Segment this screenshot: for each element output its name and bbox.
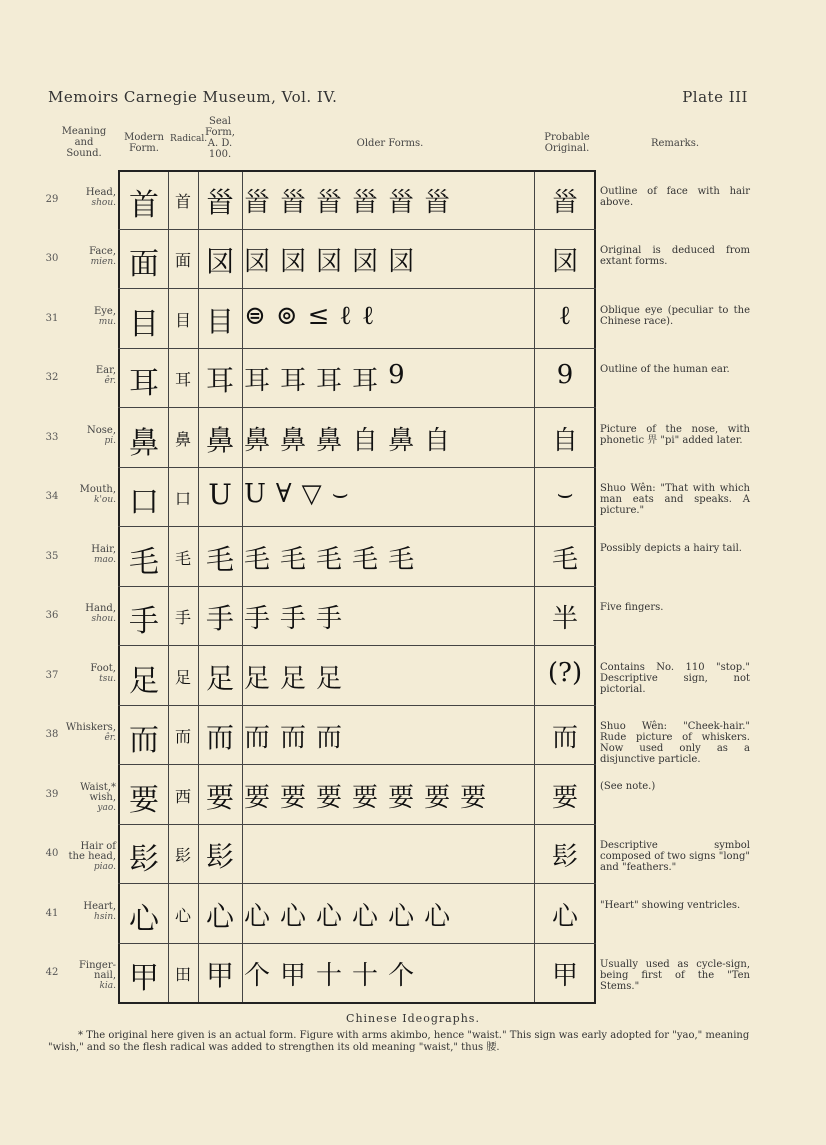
older-form-glyph: 心: [388, 901, 415, 932]
probable-original: 而: [551, 723, 578, 754]
older-form-glyph: 心: [280, 901, 307, 932]
col-modern: Modern Form.: [124, 132, 164, 154]
meaning-sound: [64, 426, 116, 446]
older-form-glyph: 足: [280, 663, 307, 694]
sound: êr.: [104, 733, 116, 744]
older-form-glyph: 手: [316, 604, 343, 635]
row-number: 39: [45, 788, 59, 800]
older-form-glyph: 甲: [280, 961, 307, 992]
sound: k'ou.: [93, 495, 116, 506]
remark: Shuo Wên: "Cheek-hair." Rude picture of whiskers. Now used only as a disjunctive particle.: [600, 721, 750, 766]
modern-form: 毛: [129, 544, 159, 580]
meaning: Head,: [85, 186, 116, 198]
older-form-glyph: 𩠐: [352, 187, 379, 218]
meaning-sound: [64, 902, 116, 922]
col-seal: Seal Form, A. D. 100.: [205, 116, 235, 160]
row-number: 33: [45, 431, 59, 443]
modern-form: 足: [129, 663, 159, 699]
seal-form: 毛: [205, 542, 234, 576]
sound: pi.: [104, 435, 116, 446]
table-row: [0, 170, 826, 230]
meaning: Mouth,: [79, 484, 116, 496]
older-form-glyph: 手: [280, 604, 307, 635]
older-form-glyph: 个: [388, 961, 415, 992]
meaning: Heart,: [83, 900, 116, 912]
older-form-glyph: 心: [244, 901, 271, 932]
older-form-glyph: 𩠐: [316, 187, 343, 218]
table-row: [0, 587, 826, 647]
older-form-glyph: 毛: [244, 544, 271, 575]
older-form-glyph: ⊚: [275, 300, 298, 331]
older-forms: [244, 717, 532, 754]
older-form-glyph: 耳: [352, 366, 379, 397]
meaning-sound: [64, 783, 116, 813]
seal-form: 而: [205, 721, 234, 755]
seal-form: 甲: [205, 959, 234, 993]
plate-number: Plate III: [682, 88, 748, 106]
older-form-glyph: ▽: [301, 479, 322, 510]
older-form-glyph: 毛: [280, 544, 307, 575]
older-form-glyph: ∀: [275, 479, 292, 510]
header-title: Memoirs Carnegie Museum, Vol. IV.: [48, 88, 338, 106]
col-original: Probable Original.: [544, 132, 590, 154]
radical: 足: [174, 667, 191, 687]
row-number: 35: [45, 550, 59, 562]
table-row: [0, 706, 826, 766]
older-form-glyph: 心: [352, 901, 379, 932]
meaning-sound: [64, 723, 116, 743]
older-forms: [244, 598, 532, 635]
seal-form: 目: [205, 304, 234, 338]
remark: Shuo Wên: "That with which man eats and speaks. A picture.": [600, 483, 750, 517]
older-forms: [244, 479, 532, 510]
sound: shou.: [91, 614, 116, 625]
older-form-glyph: ⌣: [331, 479, 349, 510]
older-form-glyph: 𩠐: [280, 187, 307, 218]
table-row: [0, 349, 826, 409]
older-form-glyph: 要: [244, 782, 271, 813]
sound: piao.: [93, 862, 116, 873]
table-row: [0, 884, 826, 944]
remark: Outline of the human ear.: [600, 364, 730, 376]
older-forms: [244, 955, 532, 992]
row-number: 30: [45, 253, 59, 265]
older-form-glyph: ≤: [307, 300, 330, 331]
older-forms: [244, 182, 532, 219]
probable-original: 毛: [551, 544, 578, 575]
older-form-glyph: 9: [388, 360, 405, 391]
probable-original: (?): [547, 657, 583, 688]
older-form-glyph: 要: [388, 782, 415, 813]
older-form-glyph: 足: [316, 663, 343, 694]
seal-form: 髟: [205, 840, 234, 874]
older-form-glyph: 耳: [244, 366, 271, 397]
modern-form: 口: [129, 485, 159, 521]
column-headers: [0, 116, 826, 166]
table-row: [0, 230, 826, 290]
older-form-glyph: ℓ: [361, 300, 375, 331]
older-forms: [244, 777, 532, 814]
older-form-glyph: 要: [352, 782, 379, 813]
radical: 手: [174, 608, 191, 628]
remark: Picture of the nose, with phonetic 畀 "pi" added later.: [600, 423, 750, 446]
probable-original: 心: [551, 901, 578, 932]
modern-form: 而: [129, 723, 159, 759]
older-form-glyph: 𩠐: [388, 187, 415, 218]
older-form-glyph: 要: [280, 782, 307, 813]
probable-original: ⌣: [556, 479, 574, 510]
radical: 而: [174, 727, 191, 747]
table-row: [0, 765, 826, 825]
probable-original: 9: [556, 360, 574, 391]
modern-form: 甲: [129, 961, 159, 997]
radical: 西: [174, 786, 191, 806]
radical: 髟: [174, 846, 191, 866]
col-radical: Radical.: [170, 134, 208, 144]
older-form-glyph: 而: [280, 723, 307, 754]
older-form-glyph: 耳: [280, 366, 307, 397]
meaning: Whiskers,: [65, 722, 116, 734]
older-form-glyph: 而: [316, 723, 343, 754]
older-form-glyph: 毛: [352, 544, 379, 575]
remark: (See note.): [600, 780, 656, 792]
radical: 心: [174, 905, 191, 925]
older-form-glyph: 要: [460, 782, 487, 813]
meaning-sound: [64, 545, 116, 565]
probable-original: 髟: [551, 842, 578, 873]
older-form-glyph: 而: [244, 723, 271, 754]
older-form-glyph: ⊜: [244, 300, 266, 331]
remark: Outline of face with hair above.: [600, 185, 750, 208]
remark: Five fingers.: [600, 602, 664, 614]
plate-caption: Chinese Ideographs.: [346, 1012, 480, 1025]
older-form-glyph: 鼻: [316, 425, 343, 456]
meaning: Finger-nail,: [78, 960, 116, 982]
older-form-glyph: 自: [424, 425, 451, 456]
older-form-glyph: 𩠐: [424, 187, 451, 218]
col-remarks: Remarks.: [650, 138, 700, 149]
radical: 首: [174, 191, 191, 211]
older-forms: [244, 539, 532, 576]
table-row: [0, 468, 826, 528]
seal-form: U: [208, 478, 232, 512]
older-form-glyph: 毛: [316, 544, 343, 575]
modern-form: 耳: [129, 366, 159, 402]
table-row: [0, 825, 826, 885]
remark: Original is deduced from extant forms.: [600, 245, 750, 268]
radical: 耳: [174, 370, 191, 390]
modern-form: 目: [129, 306, 159, 342]
older-form-glyph: 心: [424, 901, 451, 932]
meaning-sound: [64, 485, 116, 505]
row-number: 31: [45, 312, 59, 324]
older-forms: [244, 896, 532, 933]
seal-form: 足: [205, 661, 234, 695]
older-forms: [244, 241, 532, 278]
older-form-glyph: ℓ: [339, 300, 352, 331]
meaning: Nose,: [87, 424, 116, 436]
seal-form: 㘝: [205, 245, 234, 279]
probable-original: 㘝: [551, 247, 578, 278]
modern-form: 首: [129, 187, 159, 223]
radical: 口: [174, 489, 191, 509]
modern-form: 手: [129, 604, 159, 640]
seal-form: 鼻: [205, 423, 234, 457]
seal-form: 心: [205, 899, 234, 933]
meaning-sound: [64, 307, 116, 327]
probable-original: 半: [551, 604, 578, 635]
meaning-sound: [64, 188, 116, 208]
modern-form: 鼻: [129, 425, 159, 461]
older-forms: [244, 420, 532, 457]
older-form-glyph: 鼻: [244, 425, 271, 456]
row-number: 36: [45, 610, 59, 622]
row-number: 29: [45, 193, 59, 205]
remark: Oblique eye (peculiar to the Chinese race).: [600, 304, 750, 327]
probable-original: 甲: [551, 961, 578, 992]
meaning-sound: [64, 366, 116, 386]
probable-original: ℓ: [558, 300, 572, 331]
older-form-glyph: 要: [424, 782, 451, 813]
meaning: Hair of the head,: [68, 841, 116, 863]
meaning: Hair,: [91, 543, 116, 555]
meaning-sound: [64, 961, 116, 991]
seal-form: 耳: [205, 364, 234, 398]
older-form-glyph: 十: [316, 961, 343, 992]
modern-form: 髟: [129, 842, 159, 878]
meaning: Ear,: [95, 365, 116, 377]
radical: 面: [174, 251, 191, 271]
older-form-glyph: 㘝: [352, 247, 379, 278]
older-form-glyph: 心: [316, 901, 343, 932]
probable-original: 要: [551, 782, 578, 813]
row-number: 34: [45, 491, 59, 503]
meaning-sound: [64, 842, 116, 872]
older-forms: [244, 360, 532, 397]
row-number: 42: [45, 967, 59, 979]
older-form-glyph: 十: [352, 961, 379, 992]
radical: 田: [174, 965, 191, 985]
older-form-glyph: 个: [244, 961, 271, 992]
seal-form: 手: [205, 602, 234, 636]
row-number: 37: [45, 669, 59, 681]
modern-form: 面: [129, 247, 159, 283]
remark: Possibly depicts a hairy tail.: [600, 542, 742, 554]
older-form-glyph: 耳: [316, 366, 343, 397]
meaning: Hand,: [85, 603, 116, 615]
remark: "Heart" showing ventricles.: [600, 899, 741, 911]
modern-form: 心: [129, 901, 159, 937]
meaning-sound: [64, 604, 116, 624]
table-row: [0, 408, 826, 468]
table-row: [0, 289, 826, 349]
sound: êr.: [104, 376, 116, 387]
sound: kia.: [99, 981, 116, 992]
table-row: [0, 527, 826, 587]
meaning: Face,: [89, 246, 116, 258]
footnote: * The original here given is an actual form. Figure with arms akimbo, hence "waist." This sign was early adopted for "yao," meaning "wish," and so the flesh radical was added to strengthen its old meaning "waist," thus 腰.: [48, 1030, 750, 1053]
remark: Contains No. 110 "stop." Descriptive sign, not pictorial.: [600, 661, 750, 695]
sound: shou.: [91, 197, 116, 208]
radical: 目: [174, 310, 191, 330]
modern-form: 要: [129, 782, 159, 818]
table-row: [0, 646, 826, 706]
older-form-glyph: 㘝: [388, 247, 415, 278]
probable-original: 自: [551, 425, 578, 456]
older-form-glyph: 𩠐: [244, 187, 271, 218]
older-form-glyph: 手: [244, 604, 271, 635]
older-form-glyph: 自: [352, 425, 379, 456]
col-meaning: Meaning and Sound.: [61, 126, 107, 159]
older-form-glyph: 㘝: [244, 247, 271, 278]
table-row: [0, 944, 826, 1004]
meaning: Eye,: [93, 305, 116, 317]
older-form-glyph: 鼻: [388, 425, 415, 456]
sound: yao.: [97, 802, 116, 813]
meaning: Waist,* wish,: [80, 781, 116, 803]
meaning-sound: [64, 247, 116, 267]
older-form-glyph: 毛: [388, 544, 415, 575]
older-form-glyph: 㘝: [316, 247, 343, 278]
row-number: 41: [45, 907, 59, 919]
sound: mien.: [90, 257, 116, 268]
radical: 毛: [174, 548, 191, 568]
row-number: 38: [45, 729, 59, 741]
older-form-glyph: U: [244, 479, 266, 510]
radical: 鼻: [174, 429, 191, 449]
older-forms: [244, 658, 532, 695]
older-form-glyph: 足: [244, 663, 271, 694]
sound: mao.: [93, 554, 116, 565]
sound: hsin.: [94, 911, 116, 922]
meaning: Foot,: [90, 662, 116, 674]
col-older: Older Forms.: [356, 138, 424, 149]
row-number: 40: [45, 848, 59, 860]
older-form-glyph: 要: [316, 782, 343, 813]
meaning-sound: [64, 664, 116, 684]
row-number: 32: [45, 372, 59, 384]
seal-form: 𩠐: [205, 185, 234, 219]
seal-form: 要: [205, 780, 234, 814]
remark: Usually used as cycle-sign, being first of the "Ten Stems.": [600, 959, 750, 993]
probable-original: 𩠐: [551, 187, 578, 218]
older-form-glyph: 㘝: [280, 247, 307, 278]
remark: Descriptive symbol composed of two signs "long" and "feathers.": [600, 840, 750, 874]
sound: mu.: [98, 316, 116, 327]
sound: tsu.: [99, 673, 116, 684]
older-form-glyph: 鼻: [280, 425, 307, 456]
older-forms: [244, 301, 532, 331]
